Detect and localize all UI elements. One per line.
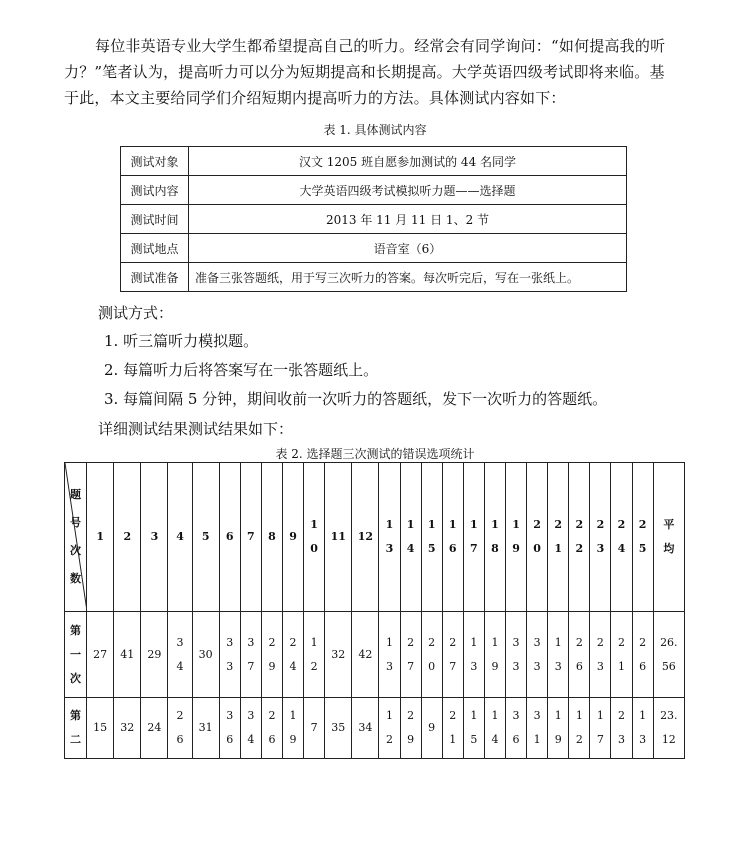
table2-header-cell xyxy=(304,463,325,612)
table2-header-cell xyxy=(192,463,219,612)
table2-header-cell-text: 4 xyxy=(176,530,184,543)
table2-cell-text: 3 xyxy=(226,635,234,649)
table2-header-cell xyxy=(569,463,590,612)
table2-cell-text: 1 xyxy=(554,709,562,722)
table2-cell-text: 23. xyxy=(660,709,678,722)
table2-header-cell xyxy=(325,463,352,612)
table2-header-cell-text: 1 xyxy=(385,518,394,531)
table2-cell-text: 56 xyxy=(661,659,676,673)
table2-header-cell-text: 1 xyxy=(512,518,520,531)
table2-header-cell xyxy=(282,463,303,612)
table2-cell-text: 3 xyxy=(247,635,255,649)
table2-cell-text: 3 xyxy=(512,709,520,722)
table2-cell xyxy=(282,698,303,759)
table2-cell-text: 31 xyxy=(198,721,213,734)
table2-cell-text: 6 xyxy=(268,733,276,746)
table2-cell xyxy=(325,698,352,759)
table2-cell xyxy=(632,698,653,759)
table2-cell xyxy=(379,698,400,759)
table2-header-cell-text: 8 xyxy=(491,542,499,555)
table2-cell-text: 2 xyxy=(385,733,393,746)
table2-cell-text: 2 xyxy=(618,709,625,722)
table2-cell xyxy=(114,612,141,698)
table1-value: 大学英语四级考试模拟听力题——选择题 xyxy=(189,176,627,205)
table2-cell-text: 1 xyxy=(639,709,647,722)
table2-header-cell xyxy=(168,463,192,612)
table2-cell xyxy=(463,698,484,759)
table2-cell-text: 3 xyxy=(533,659,541,673)
table2-cell xyxy=(463,612,484,698)
table2-cell-text: 6 xyxy=(226,733,234,746)
table2-header-cell-text: 1 xyxy=(470,518,478,531)
table2-cell-text: 6 xyxy=(575,659,583,673)
table1-value: 准备三张答题纸，用于写三次听力的答案。每次听完后，写在一张纸上。 xyxy=(189,263,627,292)
corner-text: 题 xyxy=(70,488,82,501)
table2-row xyxy=(65,698,685,759)
table2-row xyxy=(65,612,685,698)
table2-header-cell-text: 2 xyxy=(617,518,626,531)
table2-cell-text: 4 xyxy=(491,733,499,746)
table2-header-cell xyxy=(590,463,611,612)
table2-header-cell xyxy=(632,463,653,612)
table2-cell-text: 2 xyxy=(618,635,625,649)
table2-cell-text: 2 xyxy=(407,635,415,649)
table2-cell-text: 7 xyxy=(449,659,457,673)
table2-header-cell-text: 6 xyxy=(448,542,457,555)
corner-text: 次 xyxy=(70,544,82,557)
table2-cell-text: 6 xyxy=(176,733,184,746)
table2-cell xyxy=(400,698,421,759)
table2-cell xyxy=(442,612,463,698)
table2-cell-text: 1 xyxy=(385,635,393,649)
table2-cell-text: 2 xyxy=(268,709,276,722)
table2-cell-text: 7 xyxy=(407,659,415,673)
table2-cell xyxy=(421,612,442,698)
table2-cell xyxy=(484,612,505,698)
table2-header-cell-text: 9 xyxy=(289,530,297,543)
method-item-3: 3. 每篇间隔 5 分钟，期间收前一次听力的答题纸，发下一次听力的答题纸。 xyxy=(104,390,608,408)
table2-cell xyxy=(379,612,400,698)
table2-cell-text: 42 xyxy=(358,647,373,661)
table2-row-label-text: 二 xyxy=(70,733,82,746)
table2-cell-text: 1 xyxy=(575,709,583,722)
table2-header-cell xyxy=(505,463,526,612)
table2-header-cell-text: 2 xyxy=(575,518,584,531)
intro-line-1: 每位非英语专业大学生都希望提高自己的听力。经常会有同学询问：“如何提高我的听 xyxy=(95,37,666,55)
table2-cell xyxy=(569,698,590,759)
table2-header-cell-text: 2 xyxy=(533,518,541,531)
table2-header-cell xyxy=(219,463,240,612)
table2-cell-text: 2 xyxy=(596,635,604,649)
table2-cell-text: 2 xyxy=(176,709,184,722)
table2-header-row xyxy=(65,463,685,612)
table2-cell-text: 32 xyxy=(331,647,346,661)
table2-header-cell xyxy=(611,463,632,612)
table2-header-cell xyxy=(463,463,484,612)
table2-cell-text: 12 xyxy=(661,733,676,746)
table2-cell xyxy=(141,612,168,698)
table2-header-cell-text: 7 xyxy=(470,542,478,555)
table2-header-cell-text: 3 xyxy=(596,542,605,555)
table1-label: 测试对象 xyxy=(121,147,189,176)
table2-cell xyxy=(304,698,325,759)
table2-header-cell-text: 1 xyxy=(491,518,499,531)
error-stats-table xyxy=(64,462,685,759)
table2-cell xyxy=(505,698,526,759)
table2-header-cell xyxy=(421,463,442,612)
table2-row-label-text: 次 xyxy=(70,671,82,685)
table2-cell-text: 4 xyxy=(247,733,255,746)
table2-header-cell xyxy=(379,463,400,612)
table2-cell-text: 7 xyxy=(596,733,604,746)
table1-row xyxy=(121,263,627,292)
table2-header-cell-text: 1 xyxy=(406,518,415,531)
table2-header-cell-text: 5 xyxy=(427,542,436,555)
table1-label: 测试内容 xyxy=(121,176,189,205)
table2-header-cell-text: 2 xyxy=(554,518,563,531)
table2-header-cell xyxy=(352,463,379,612)
table2-cell xyxy=(548,612,569,698)
table2-cell xyxy=(569,612,590,698)
table2-cell-text: 2 xyxy=(449,635,457,649)
table2-cell xyxy=(219,698,240,759)
table2-header-cell-text: 2 xyxy=(638,518,647,531)
table2-header-cell-text: 平 xyxy=(663,518,675,531)
table2-cell-text: 3 xyxy=(512,659,520,673)
method-item-1: 1. 听三篇听力模拟题。 xyxy=(104,332,259,350)
table2-cell xyxy=(505,612,526,698)
table2-cell xyxy=(141,698,168,759)
table2-cell-text: 27 xyxy=(93,647,108,661)
table2-cell-text: 3 xyxy=(470,659,478,673)
table2-header-cell-text: 1 xyxy=(310,518,318,531)
test-content-table xyxy=(120,146,627,292)
table2-cell-text: 30 xyxy=(198,647,213,661)
table1-label: 测试准备 xyxy=(121,263,189,292)
corner-text: 号 xyxy=(70,516,82,529)
table2-header-cell xyxy=(653,463,684,612)
table2-header-cell xyxy=(114,463,141,612)
table2-header-cell-text: 9 xyxy=(512,542,520,555)
table2-cell xyxy=(653,698,684,759)
table2-header-cell-text: 0 xyxy=(310,542,318,555)
table2-cell-text: 1 xyxy=(449,733,457,746)
table2-header-cell-text: 0 xyxy=(533,542,541,555)
table2-cell xyxy=(442,698,463,759)
table2-header-cell-text: 3 xyxy=(150,530,159,543)
table2-cell xyxy=(527,698,548,759)
table2-header-cell-text: 1 xyxy=(96,530,104,543)
table2-cell-text: 2 xyxy=(639,635,647,649)
table1-row xyxy=(121,205,627,234)
table2-cell-text: 3 xyxy=(226,709,234,722)
table2-cell-text: 24 xyxy=(147,721,162,734)
table1-caption: 表 1. 具体测试内容 xyxy=(323,123,427,137)
table2-cell-text: 1 xyxy=(289,709,297,722)
table2-cell-text: 15 xyxy=(93,721,108,734)
table2-cell-text: 7 xyxy=(310,721,318,734)
table2-header-cell-text: 4 xyxy=(617,542,626,555)
table2-cell-text: 29 xyxy=(147,647,162,661)
table2-cell-text: 2 xyxy=(449,709,457,722)
table2-header-cell-text: 均 xyxy=(663,542,675,555)
result-intro: 详细测试结果测试结果如下： xyxy=(98,420,294,438)
table2-header-cell-text: 5 xyxy=(201,530,210,543)
table2-header-cell-text: 11 xyxy=(330,530,346,543)
table2-cell-text: 1 xyxy=(618,659,625,673)
table2-cell-text: 3 xyxy=(176,635,184,649)
table2-cell-text: 35 xyxy=(331,721,346,734)
table2-header-cell-text: 7 xyxy=(247,530,255,543)
table2-header-cell xyxy=(484,463,505,612)
table2-cell-text: 9 xyxy=(554,733,562,746)
table2-header-cell xyxy=(548,463,569,612)
table2-header-cell-text: 5 xyxy=(638,542,647,555)
table2-cell-text: 32 xyxy=(120,721,135,734)
table2-cell xyxy=(192,612,219,698)
table2-cell-text: 1 xyxy=(385,709,393,722)
table1-label: 测试地点 xyxy=(121,234,189,263)
table2-cell xyxy=(611,698,632,759)
table2-cell-text: 1 xyxy=(470,635,478,649)
table2-cell-text: 1 xyxy=(470,709,478,722)
table2-cell-text: 6 xyxy=(512,733,520,746)
table2-cell-text: 1 xyxy=(491,709,499,722)
table2-cell-text: 3 xyxy=(554,659,562,673)
table2-cell-text: 7 xyxy=(247,659,255,673)
table2-cell-text: 6 xyxy=(639,659,647,673)
table2-cell xyxy=(219,612,240,698)
table2-cell-text: 2 xyxy=(575,635,583,649)
corner-text: 数 xyxy=(70,572,82,585)
table2-header-cell xyxy=(400,463,421,612)
table2-cell xyxy=(261,612,282,698)
table2-cell-text: 3 xyxy=(618,733,625,746)
table1-value: 语音室（6） xyxy=(189,234,627,263)
method-item-2: 2. 每篇听力后将答案写在一张答题纸上。 xyxy=(104,361,379,379)
table2-header-cell xyxy=(141,463,168,612)
table2-header-cell-text: 1 xyxy=(554,542,563,555)
table2-cell-text: 3 xyxy=(533,709,541,722)
table2-header-cell-text: 2 xyxy=(123,530,132,543)
table2-cell-text: 41 xyxy=(120,647,135,661)
table2-cell xyxy=(87,612,114,698)
table2-cell xyxy=(527,612,548,698)
table2-cell xyxy=(282,612,303,698)
table2-cell xyxy=(548,698,569,759)
table2-header-cell-text: 2 xyxy=(575,542,584,555)
table2-cell-text: 5 xyxy=(470,733,478,746)
table2-cell xyxy=(261,698,282,759)
table2-header-cell-text: 1 xyxy=(448,518,457,531)
table2-cell xyxy=(304,612,325,698)
table2-cell-text: 3 xyxy=(596,659,604,673)
method-heading: 测试方式： xyxy=(98,304,174,322)
table2-cell xyxy=(590,612,611,698)
table2-header-cell-text: 12 xyxy=(357,530,374,543)
table2-cell-text: 9 xyxy=(268,659,276,673)
table2-cell-text: 2 xyxy=(428,635,436,649)
table2-cell xyxy=(611,612,632,698)
table2-cell-text: 3 xyxy=(247,709,255,722)
table2-cell-text: 3 xyxy=(385,659,393,673)
table2-cell-text: 4 xyxy=(289,659,297,673)
table2-header-cell xyxy=(442,463,463,612)
table2-cell-text: 9 xyxy=(407,733,415,746)
table1-row xyxy=(121,147,627,176)
table2-cell xyxy=(400,612,421,698)
table2-header-cell xyxy=(87,463,114,612)
table2-cell xyxy=(590,698,611,759)
table2-row-label-text: 第 xyxy=(70,623,82,637)
table2-cell-text: 1 xyxy=(554,635,562,649)
table2-row-label-text: 第 xyxy=(70,709,82,722)
table2-cell xyxy=(352,698,379,759)
table1-value: 汉文 1205 班自愿参加测试的 44 名同学 xyxy=(189,147,627,176)
table2-cell-text: 1 xyxy=(491,635,499,649)
table2-cell xyxy=(352,612,379,698)
table2-cell xyxy=(421,698,442,759)
table2-cell-text: 1 xyxy=(310,635,318,649)
table2-header-cell-text: 4 xyxy=(406,542,415,555)
table2-cell xyxy=(168,612,192,698)
table2-cell-text: 3 xyxy=(639,733,647,746)
table2-header-cell-text: 1 xyxy=(427,518,436,531)
table1-row xyxy=(121,176,627,205)
table2-row-label-text: 一 xyxy=(70,647,82,661)
table2-cell xyxy=(653,612,684,698)
table2-cell-text: 3 xyxy=(512,635,520,649)
table1-row xyxy=(121,234,627,263)
intro-line-3: 于此，本文主要给同学们介绍短期内提高听力的方法。具体测试内容如下： xyxy=(64,89,566,107)
table2-cell xyxy=(325,612,352,698)
table1-label: 测试时间 xyxy=(121,205,189,234)
table2-cell xyxy=(484,698,505,759)
table2-cell xyxy=(240,698,261,759)
table2-cell xyxy=(168,698,192,759)
table2-cell-text: 2 xyxy=(289,635,297,649)
table2-cell-text: 1 xyxy=(533,733,541,746)
table2-cell xyxy=(240,612,261,698)
table2-header-cell-text: 2 xyxy=(596,518,605,531)
table2-row-label xyxy=(65,698,87,759)
table2-cell xyxy=(87,698,114,759)
table2-caption: 表 2. 选择题三次测试的错误选项统计 xyxy=(275,447,475,461)
table2-header-cell xyxy=(240,463,261,612)
table2-cell-text: 9 xyxy=(491,659,499,673)
table2-cell-text: 2 xyxy=(407,709,415,722)
table2-cell xyxy=(114,698,141,759)
table2-cell-text: 2 xyxy=(310,659,318,673)
table2-cell-text: 9 xyxy=(428,721,436,734)
table2-cell xyxy=(192,698,219,759)
table2-header-cell xyxy=(261,463,282,612)
table2-cell-text: 2 xyxy=(575,733,583,746)
table2-cell-text: 3 xyxy=(226,659,234,673)
table2-cell-text: 3 xyxy=(533,635,541,649)
table2-corner-cell xyxy=(65,463,87,612)
table2-cell-text: 4 xyxy=(176,659,184,673)
table2-header-cell xyxy=(527,463,548,612)
table2-cell-text: 1 xyxy=(596,709,604,722)
intro-line-2: 力？”笔者认为，提高听力可以分为短期提高和长期提高。大学英语四级考试即将来临。基 xyxy=(64,63,665,81)
table2-cell-text: 2 xyxy=(268,635,276,649)
table2-header-cell-text: 8 xyxy=(268,530,276,543)
table2-cell-text: 9 xyxy=(289,733,297,746)
table1-value: 2013 年 11 月 11 日 1、2 节 xyxy=(189,205,627,234)
table2-header-cell-text: 3 xyxy=(385,542,394,555)
table2-cell xyxy=(632,612,653,698)
table2-row-label xyxy=(65,612,87,698)
table2-cell-text: 26. xyxy=(660,635,678,649)
table2-cell-text: 0 xyxy=(428,659,436,673)
table2-header-cell-text: 6 xyxy=(225,530,234,543)
table2-cell-text: 34 xyxy=(358,721,373,734)
